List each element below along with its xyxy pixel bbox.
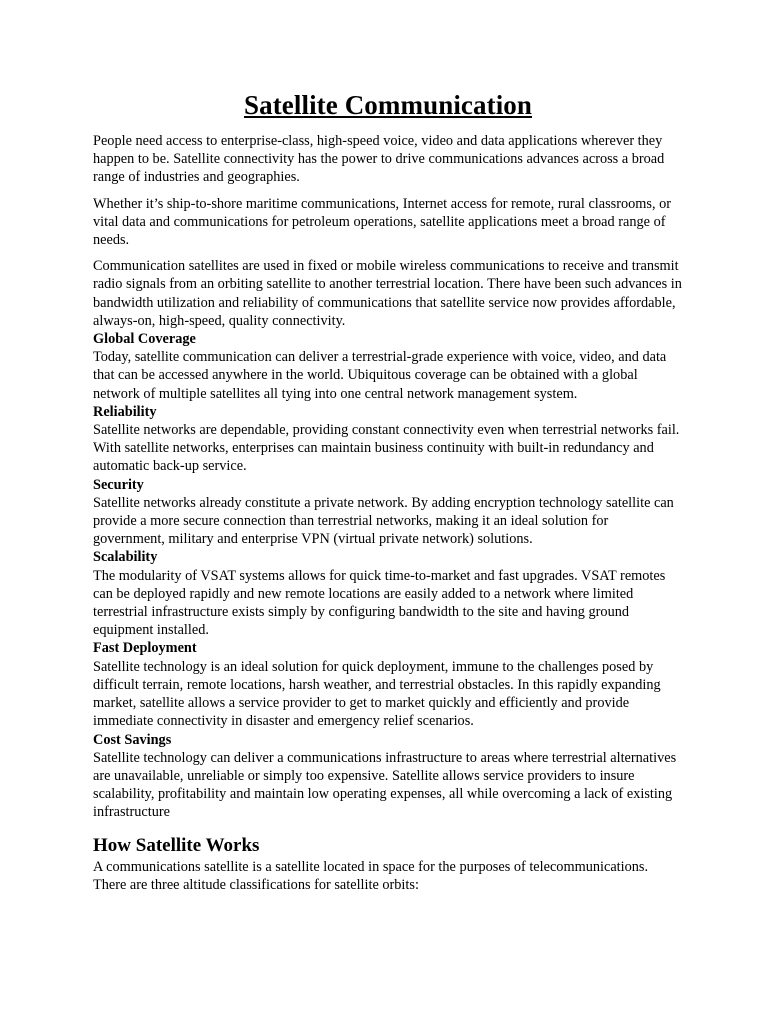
section-heading: Cost Savings [93, 731, 172, 748]
document-page [93, 86, 683, 894]
section-body: Satellite technology is an ideal solution for quick deployment, immune to the challenges posed by difficult terrain, remote locations, harsh weather, and terrestrial obstacles. In this rapidly expanding market, satellite allows a service provider to get to market quickly and efficiently and provide immediate connectivity in disaster and emergency relief scenarios. [93, 658, 661, 730]
intro-paragraph: Communication satellites are used in fixed or mobile wireless communications to receive and transmit radio signals from an orbiting satellite to another terrestrial location. There have been such advances in bandwidth utilization and reliability of communications that satellite service now provides affordable, always-on, high-speed, quality connectivity. [93, 258, 682, 329]
section-heading: Fast Deployment [93, 640, 197, 657]
section-cost-savings [93, 731, 683, 822]
section-body: Today, satellite communication can deliver a terrestrial-grade experience with voice, video, and data that can be accessed anywhere in the world. Ubiquitous coverage can be obtained with a global network of multiple satellites all tying into one central network management system. [93, 349, 667, 402]
section-fast-deployment [93, 639, 683, 730]
section-reliability [93, 403, 683, 476]
intro-paragraph: Whether it’s ship-to-shore maritime communications, Internet access for remote, rural classrooms, or vital data and communications for petroleum operations, satellite applications meet a broad range of needs. [93, 195, 672, 249]
section-body: Satellite technology can deliver a communications infrastructure to areas where terrestrial alternatives are unavailable, unreliable or simply too expensive. Satellite allows service providers to insure scalability, profitability and maintain low operating expenses, all while overcoming a lack of existing infrastructure [93, 749, 677, 821]
section-heading: Scalability [93, 549, 158, 566]
intro-paragraph: People need access to enterprise-class, high-speed voice, video and data applications wherever they happen to be. Satellite connectivity has the power to drive communications advances across a broad range of industries and geographies. [93, 133, 665, 186]
document-title: Satellite Communication [243, 90, 533, 120]
section-heading: Global Coverage [93, 331, 196, 348]
section-body: Satellite networks already constitute a private network. By adding encryption technology satellite can provide a more secure connection than terrestrial networks, making it an ideal solution for government, military and enterprise VPN (virtual private network) solutions. [93, 494, 674, 548]
section-heading: Reliability [93, 403, 157, 420]
how-satellite-works-heading: How Satellite Works [93, 834, 260, 856]
how-satellite-works-body: A communications satellite is a satellite located in space for the purposes of telecommunications. There are three altitude classifications for satellite orbits: [93, 858, 649, 893]
section-global-coverage [93, 330, 683, 403]
section-security [93, 476, 683, 549]
section-body: The modularity of VSAT systems allows for quick time-to-market and fast upgrades. VSAT remotes can be deployed rapidly and new remote locations are easily added to a network where limited terrestrial infrastructure exists simply by configuring bandwidth to the site and having ground equipment installed. [93, 567, 666, 639]
section-scalability [93, 548, 683, 639]
section-body: Satellite networks are dependable, providing constant connectivity even when terrestrial networks fail. With satellite networks, enterprises can maintain business continuity with built-in redundancy and automatic back-up service. [93, 422, 680, 475]
section-heading: Security [93, 476, 144, 493]
